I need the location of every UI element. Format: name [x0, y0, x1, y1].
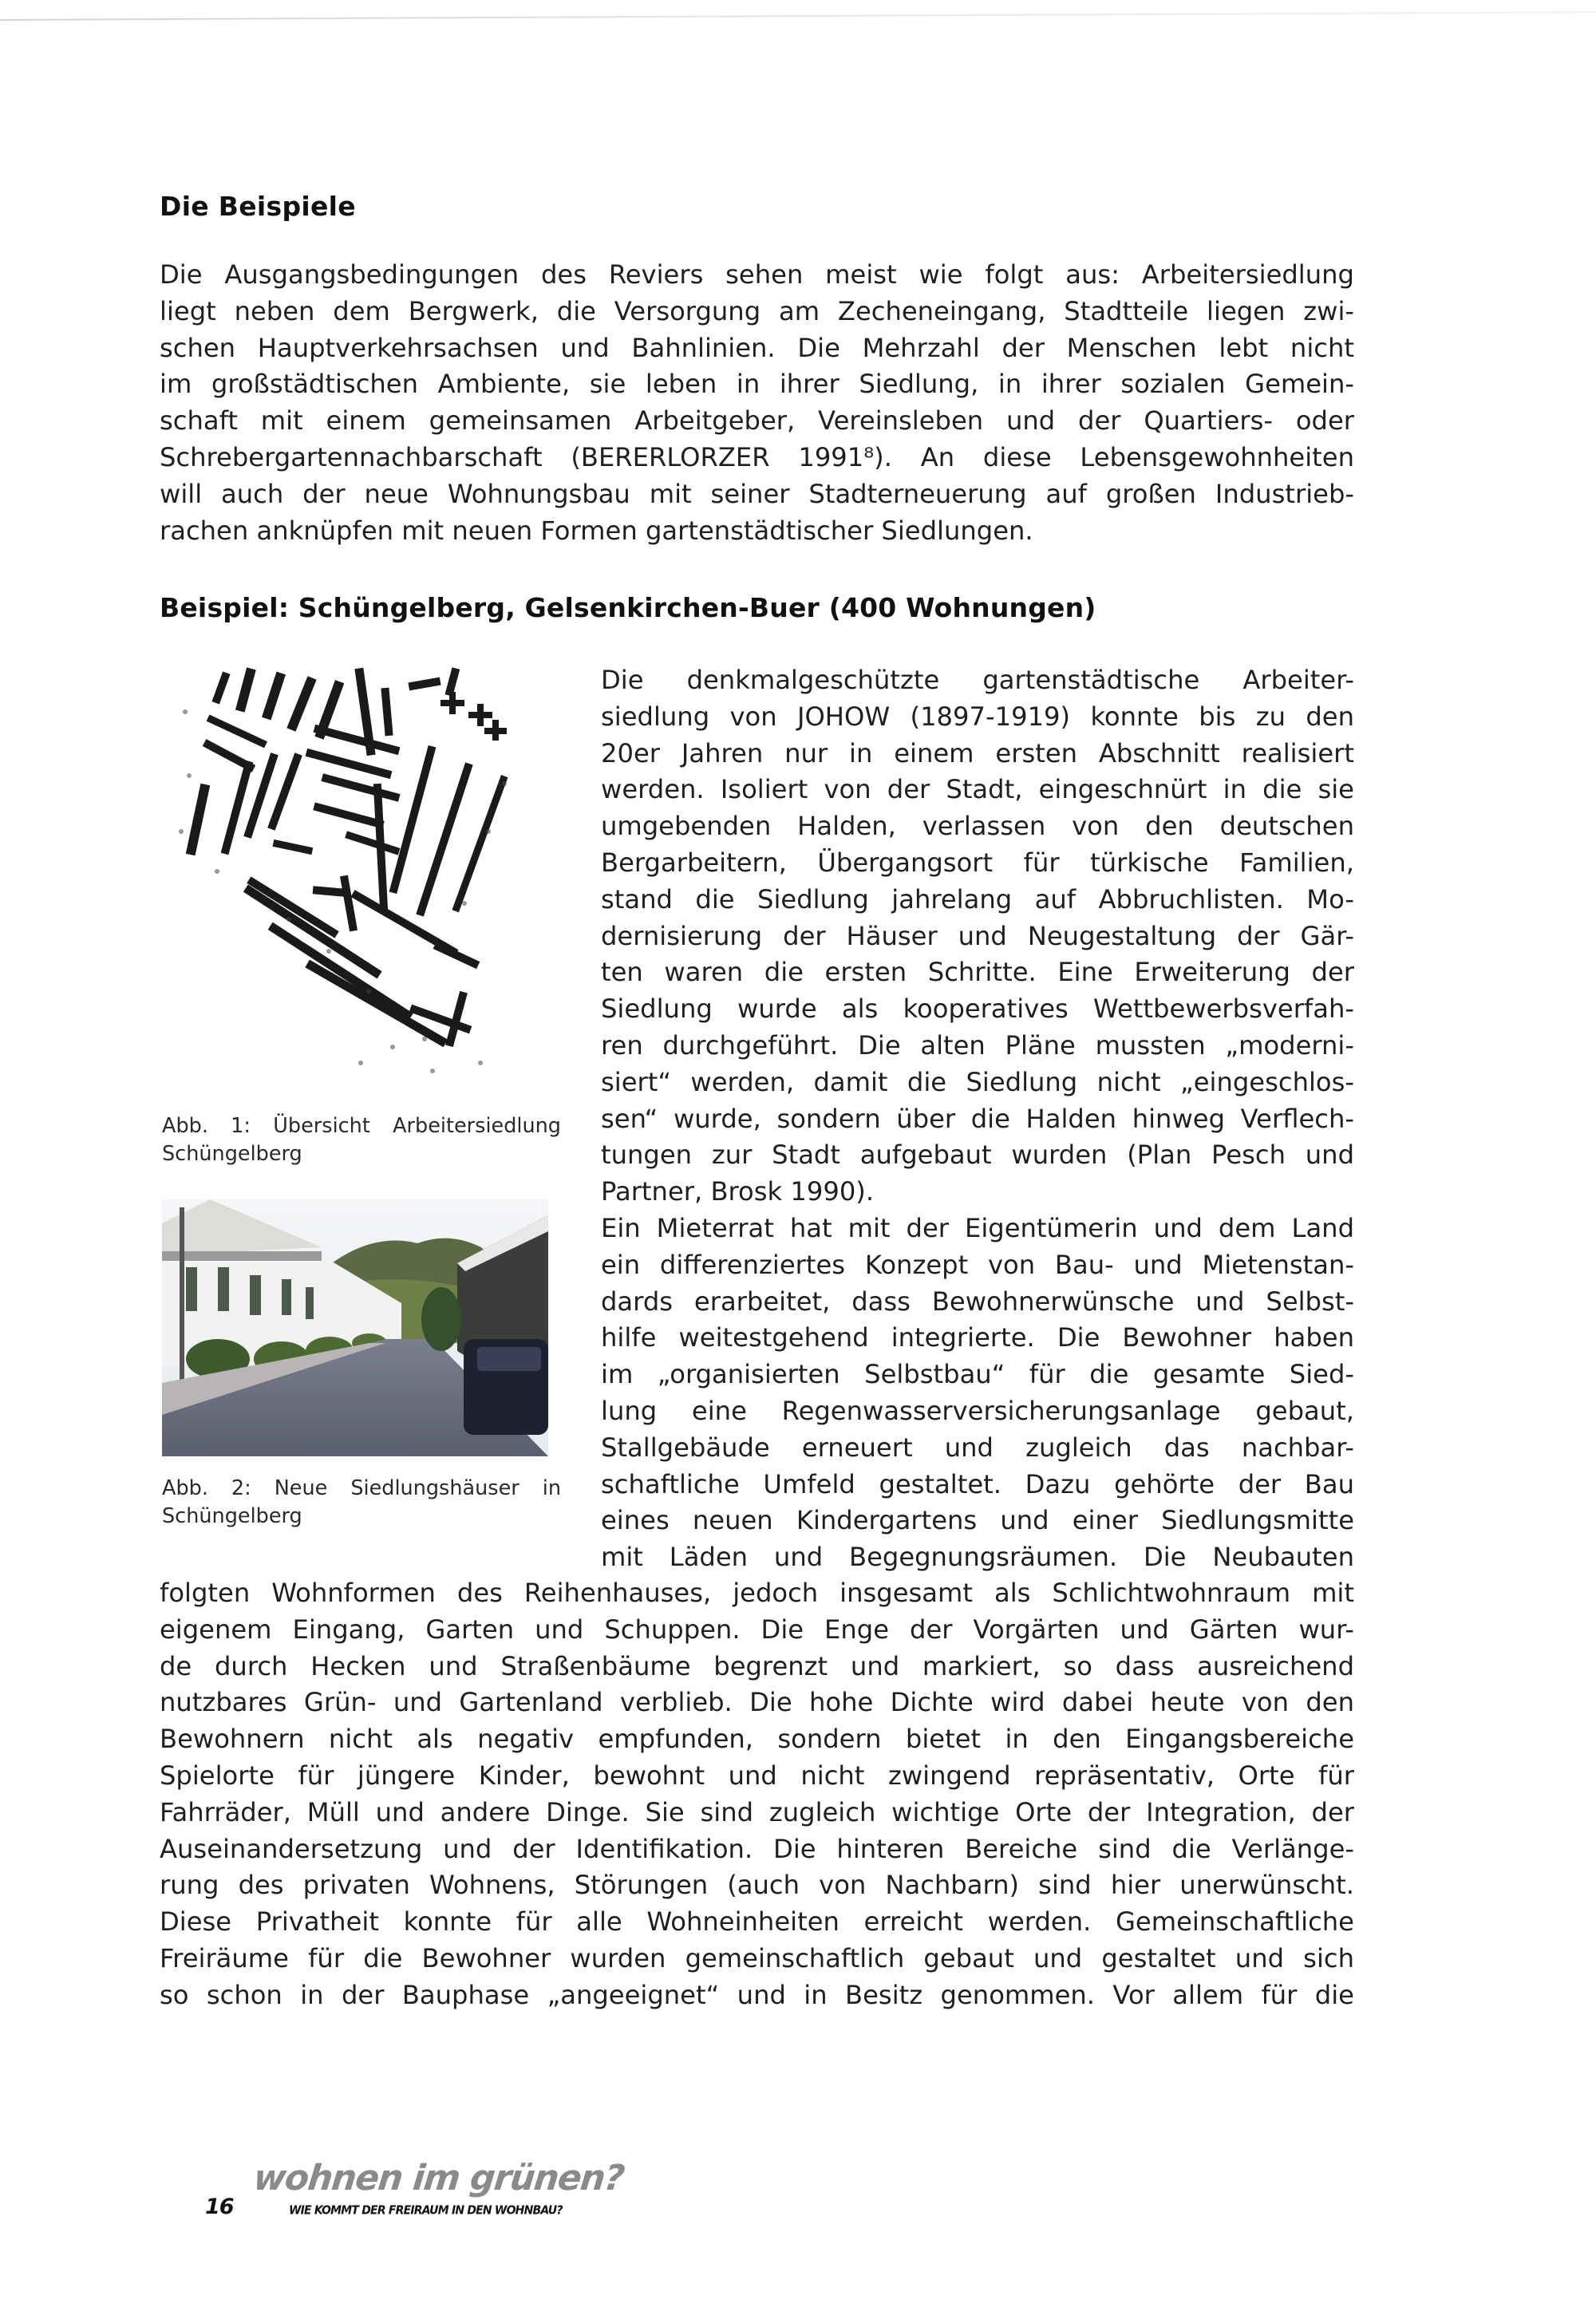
text-line: Freiräume für die Bewohner wurden gemeinschaftlich gebaut und gestaltet und sich: [160, 1942, 1354, 1973]
intro-paragraph: [160, 257, 1354, 549]
publication-title: wohnen im grünen?: [251, 2158, 626, 2198]
figure-1-caption: [162, 1112, 561, 1167]
text-line: rung des privaten Wohnens, Störungen (auch von Nachbarn) sind hier unerwünscht.: [160, 1870, 1354, 1901]
text-line: Schrebergartennachbarschaft (BERERLORZER 1991⁸). An diese Lebensgewohnheiten: [160, 441, 1354, 472]
text-line: ein differenziertes Konzept von Bau- und Mietenstan-: [601, 1249, 1354, 1280]
text-line: Bewohnern nicht als negativ empfunden, sondern bietet in den Eingangsbereiche: [160, 1724, 1354, 1755]
text-line: Die denkmalgeschützte gartenstädtische Arbeiter-: [601, 665, 1354, 695]
text-line: so schon in der Bauphase „angeeignet“ und in Besitz genommen. Vor allem für die: [160, 1979, 1354, 2010]
text-line: Auseinandersetzung und der Identifikation. Die hinteren Bereiche sind die Verlänge-: [160, 1833, 1354, 1864]
text-line: ten waren die ersten Schritte. Eine Erweiterung der: [601, 957, 1354, 988]
text-line: de durch Hecken und Straßenbäume begrenzt und markiert, so dass ausreichend: [160, 1650, 1354, 1681]
text-line: schaft mit einem gemeinsamen Arbeitgeber, Vereinsleben und der Quartiers- oder: [160, 405, 1354, 437]
text-line: ren durchgeführt. Die alten Pläne mussten „moderni-: [601, 1029, 1354, 1061]
text-line: nutzbares Grün- und Gartenland verblieb. Die hohe Dichte wird dabei heute von den: [160, 1687, 1354, 1718]
text-line: tungen zur Stadt aufgebaut wurden (Plan Pesch und: [601, 1140, 1354, 1171]
text-line: folgten Wohnformen des Reihenhauses, jedoch insgesamt als Schlichtwohnraum mit: [160, 1578, 1354, 1608]
text-line: Bergarbeitern, Übergangsort für türkische Familien,: [601, 847, 1354, 878]
text-line: eines neuen Kindergartens und einer Siedlungsmitte: [601, 1505, 1354, 1536]
text-line: schaftliche Umfeld gestaltet. Dazu gehörte der Bau: [601, 1468, 1354, 1499]
text-line: Diese Privatheit konnte für alle Wohneinheiten erreicht werden. Gemeinschaftliche: [160, 1906, 1354, 1938]
text-line: im „organisierten Selbstbau“ für die gesamte Sied-: [601, 1359, 1354, 1390]
text-line: werden. Isoliert von der Stadt, eingeschnürt in die sie: [601, 774, 1354, 805]
caption-line: Schüngelberg: [162, 1141, 302, 1166]
text-line: mit Läden und Begegnungsräumen. Die Neubauten: [601, 1542, 1354, 1573]
text-line: sen“ wurde, sondern über die Halden hinweg Verflech-: [601, 1103, 1354, 1134]
caption-line: Schüngelberg: [162, 1503, 302, 1528]
text-line: dernisierung der Häuser und Neugestaltung der Gär-: [601, 920, 1354, 951]
example-column-paragraph: [601, 662, 1354, 1576]
text-line: eigenem Eingang, Garten und Schuppen. Die Enge der Vorgärten und Gärten wur-: [160, 1614, 1354, 1645]
scan-edge-line: [0, 11, 1596, 21]
text-line: hilfe weitestgehend integrierte. Die Bewohner haben: [601, 1322, 1354, 1353]
text-line: liegt neben dem Bergwerk, die Versorgung am Zecheneingang, Stadtteile liegen zwi-: [160, 295, 1354, 326]
text-line: Fahrräder, Müll und andere Dinge. Sie sind zugleich wichtige Orte der Integration, der: [160, 1796, 1354, 1827]
text-line: umgebenden Halden, verlassen von den deutschen: [601, 811, 1354, 842]
street-photo-image: [162, 1199, 548, 1456]
text-line: Stallgebäude erneuert und zugleich das nachbar-: [601, 1432, 1354, 1463]
text-line: siedlung von JOHOW (1897-1919) konnte bis zu den: [601, 701, 1354, 732]
text-line: Die Ausgangsbedingungen des Reviers sehen meist wie folgt aus: Arbeitersiedlung: [160, 259, 1354, 290]
publication-subtitle: WIE KOMMT DER FREIRAUM IN DEN WOHNBAU?: [289, 2203, 563, 2218]
figure-2-caption: [162, 1475, 561, 1530]
text-line: lung eine Regenwasserversicherungsanlage gebaut,: [601, 1395, 1354, 1426]
text-line: Partner, Brosk 1990).: [601, 1176, 875, 1207]
text-line: Siedlung wurde als kooperatives Wettbewerbsverfah-: [601, 994, 1354, 1025]
text-line: Ein Mieterrat hat mit der Eigentümerin und dem Land: [601, 1212, 1354, 1243]
continuation-paragraph: [160, 1575, 1354, 2014]
example-heading: Beispiel: Schüngelberg, Gelsenkirchen-Buer (400 Wohnungen): [160, 592, 1096, 623]
text-line: 20er Jahren nur in einem ersten Abschnitt realisiert: [601, 737, 1354, 768]
text-line: dards erarbeitet, dass Bewohnerwünsche und Selbst-: [601, 1286, 1354, 1317]
site-plan-map-image: [169, 664, 536, 1099]
section-heading: Die Beispiele: [160, 191, 356, 222]
text-line: Spielorte für jüngere Kinder, bewohnt und nicht zwingend repräsentativ, Orte für: [160, 1760, 1354, 1791]
text-line: stand die Siedlung jahrelang auf Abbruchlisten. Mo-: [601, 883, 1354, 915]
text-line: im großstädtischen Ambiente, sie leben in ihrer Siedlung, in ihrer sozialen Gemein-: [160, 369, 1354, 400]
text-line: will auch der neue Wohnungsbau mit seiner Stadterneuerung auf großen Industrieb-: [160, 478, 1354, 509]
text-line: siert“ werden, damit die Siedlung nicht „eingeschlos-: [601, 1066, 1354, 1097]
text-line: schen Hauptverkehrsachsen und Bahnlinien. Die Mehrzahl der Menschen lebt nicht: [160, 332, 1354, 363]
caption-line: Abb. 2: Neue Siedlungshäuser in: [162, 1476, 561, 1500]
page-number: 16: [205, 2194, 234, 2219]
caption-line: Abb. 1: Übersicht Arbeitersiedlung: [162, 1114, 561, 1138]
text-line: rachen anknüpfen mit neuen Formen gartenstädtischer Siedlungen.: [160, 515, 1033, 546]
